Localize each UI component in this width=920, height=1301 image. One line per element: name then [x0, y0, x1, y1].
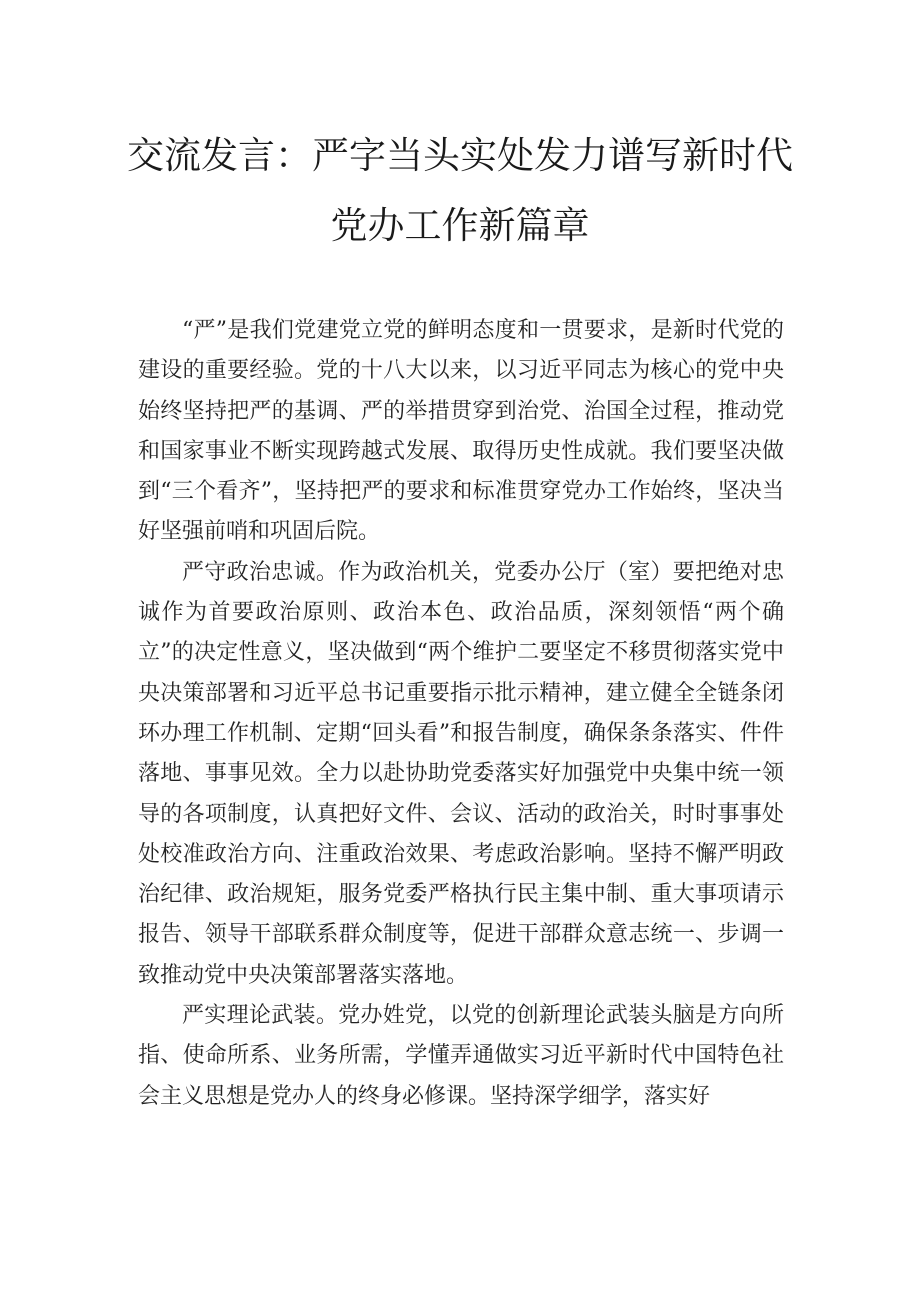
paragraph-intro: “严”是我们党建党立党的鲜明态度和一贯要求，是新时代党的建设的重要经验。党的十八大以来，以习近平同志为核心的党中央始终坚持把严的基调、严的举措贯穿到治党、治国全过程，推动党和国家事业不断实现跨越式发展、取得历史性成就。我们要坚决做到“三个看齐”，坚持把严的要求和标准贯穿党办工作始终，坚决当好坚强前哨和巩固后院。	[138, 318, 784, 545]
document-body	[138, 311, 784, 1117]
paragraph-political-loyalty: 严守政治忠诚。作为政治机关，党委办公厅（室）要把绝对忠诚作为首要政治原则、政治本色、政治品质，深刻领悟“两个确立”的决定性意义，坚决做到“两个维护二要坚定不移贯彻落实党中央决策部署和习近平总书记重要指示批示精神，建立健全全链条闭环办理工作机制、定期“回头看”和报告制度，确保条条落实、件件落地、事事见效。全力以赴协助党委落实好加强党中央集中统一领导的各项制度，认真把好文件、会议、活动的政治关，时时事事处处校准政治方向、注重政治效果、考虑政治影响。坚持不懈严明政治纪律、政治规矩，服务党委严格执行民主集中制、重大事项请示报告、领导干部联系群众制度等，促进干部群众意志统一、步调一致推动党中央决策部署落实落地。	[138, 559, 784, 988]
document-title-line-2: 党办工作新篇章	[330, 204, 590, 247]
document-title-line-1: 交流发言：严字当头实处发力谱写新时代	[127, 134, 793, 177]
paragraph-theory-armament: 严实理论武装。党办姓党，以党的创新理论武装头脑是方向所指、使命所系、业务所需，学懂弄通做实习近平新时代中国特色社会主义思想是党办人的终身必修课。坚持深学细学，落实好	[138, 1003, 784, 1109]
